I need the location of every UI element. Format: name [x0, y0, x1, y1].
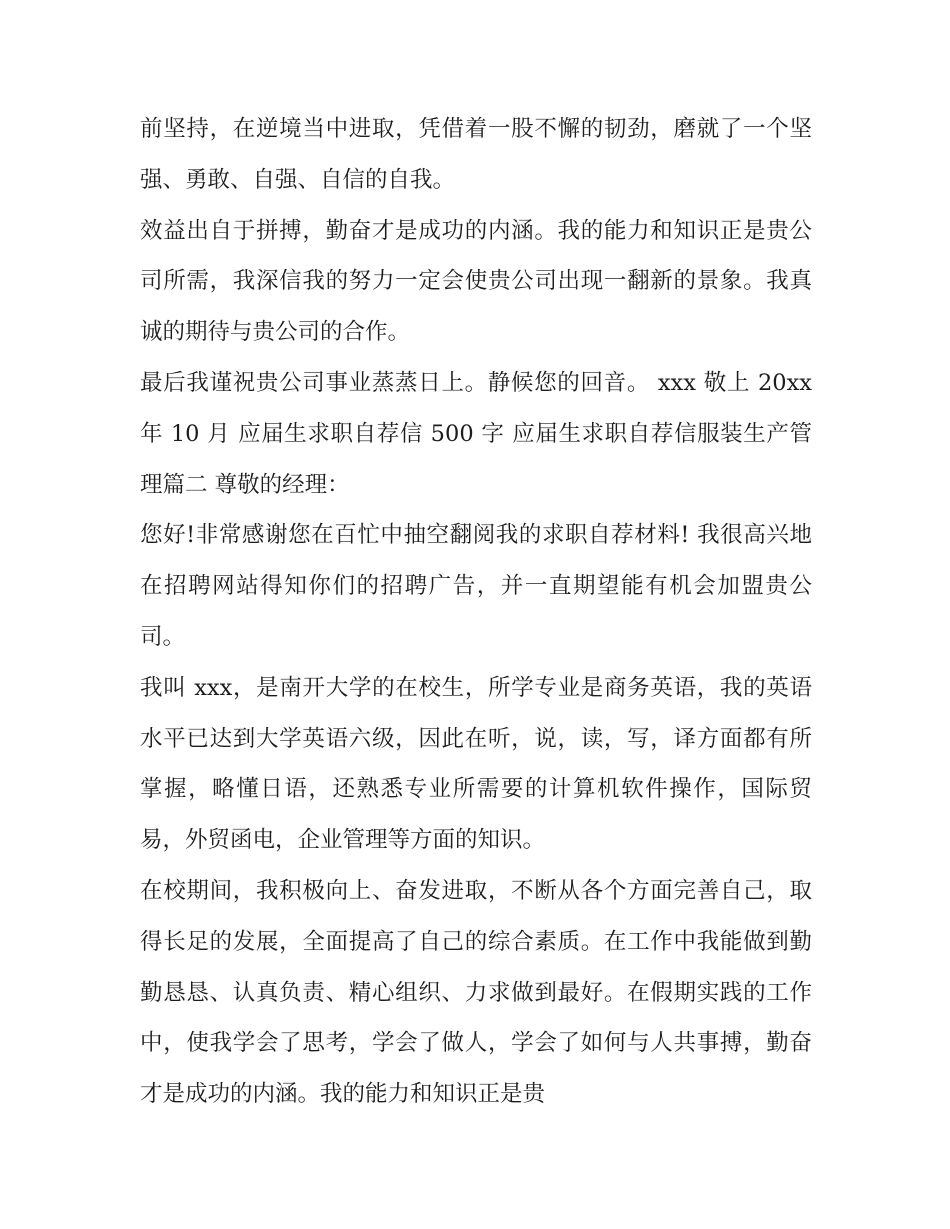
paragraph-4: 您好!非常感谢您在百忙中抽空翻阅我的求职自荐材料! 我很高兴地在招聘网站得知你们的招聘广告，并一直期望能有机会加盟贵公司。	[140, 522, 812, 650]
paragraph-6: 在校期间，我积极向上、奋发进取，不断从各个方面完善自己，取得长足的发展，全面提高了自己的综合素质。在工作中我能做到勤勤恳恳、认真负责、精心组织、力求做到最好。在假期实践的工作中，使我学会了思考，学会了做人，学会了如何与人共事搏，勤奋才是成功的内涵。我的能力和知识正是贵	[140, 877, 812, 1108]
paragraph-2: 效益出自于拼搏，勤奋才是成功的内涵。我的能力和知识正是贵公司所需，我深信我的努力一定会使贵公司出现一翻新的景象。我真诚的期待与贵公司的合作。	[140, 217, 812, 346]
paragraph-1: 前坚持，在逆境当中进取，凭借着一股不懈的韧劲，磨就了一个坚强、勇敢、自强、自信的自我。	[140, 116, 812, 193]
document-body	[140, 104, 812, 1120]
paragraph-5: 我叫 xxx，是南开大学的在校生，所学专业是商务英语，我的英语水平已达到大学英语六级，因此在听，说，读，写，译方面都有所掌握，略懂日语，还熟悉专业所需要的计算机软件操作，国际贸易，外贸函电，企业管理等方面的知识。	[140, 674, 812, 854]
paragraph-3: 最后我谨祝贵公司事业蒸蒸日上。静候您的回音。 xxx 敬上 20xx 年 10 月 应届生求职自荐信 500 字 应届生求职自荐信服装生产管理篇二 尊敬的经理：	[140, 369, 812, 498]
